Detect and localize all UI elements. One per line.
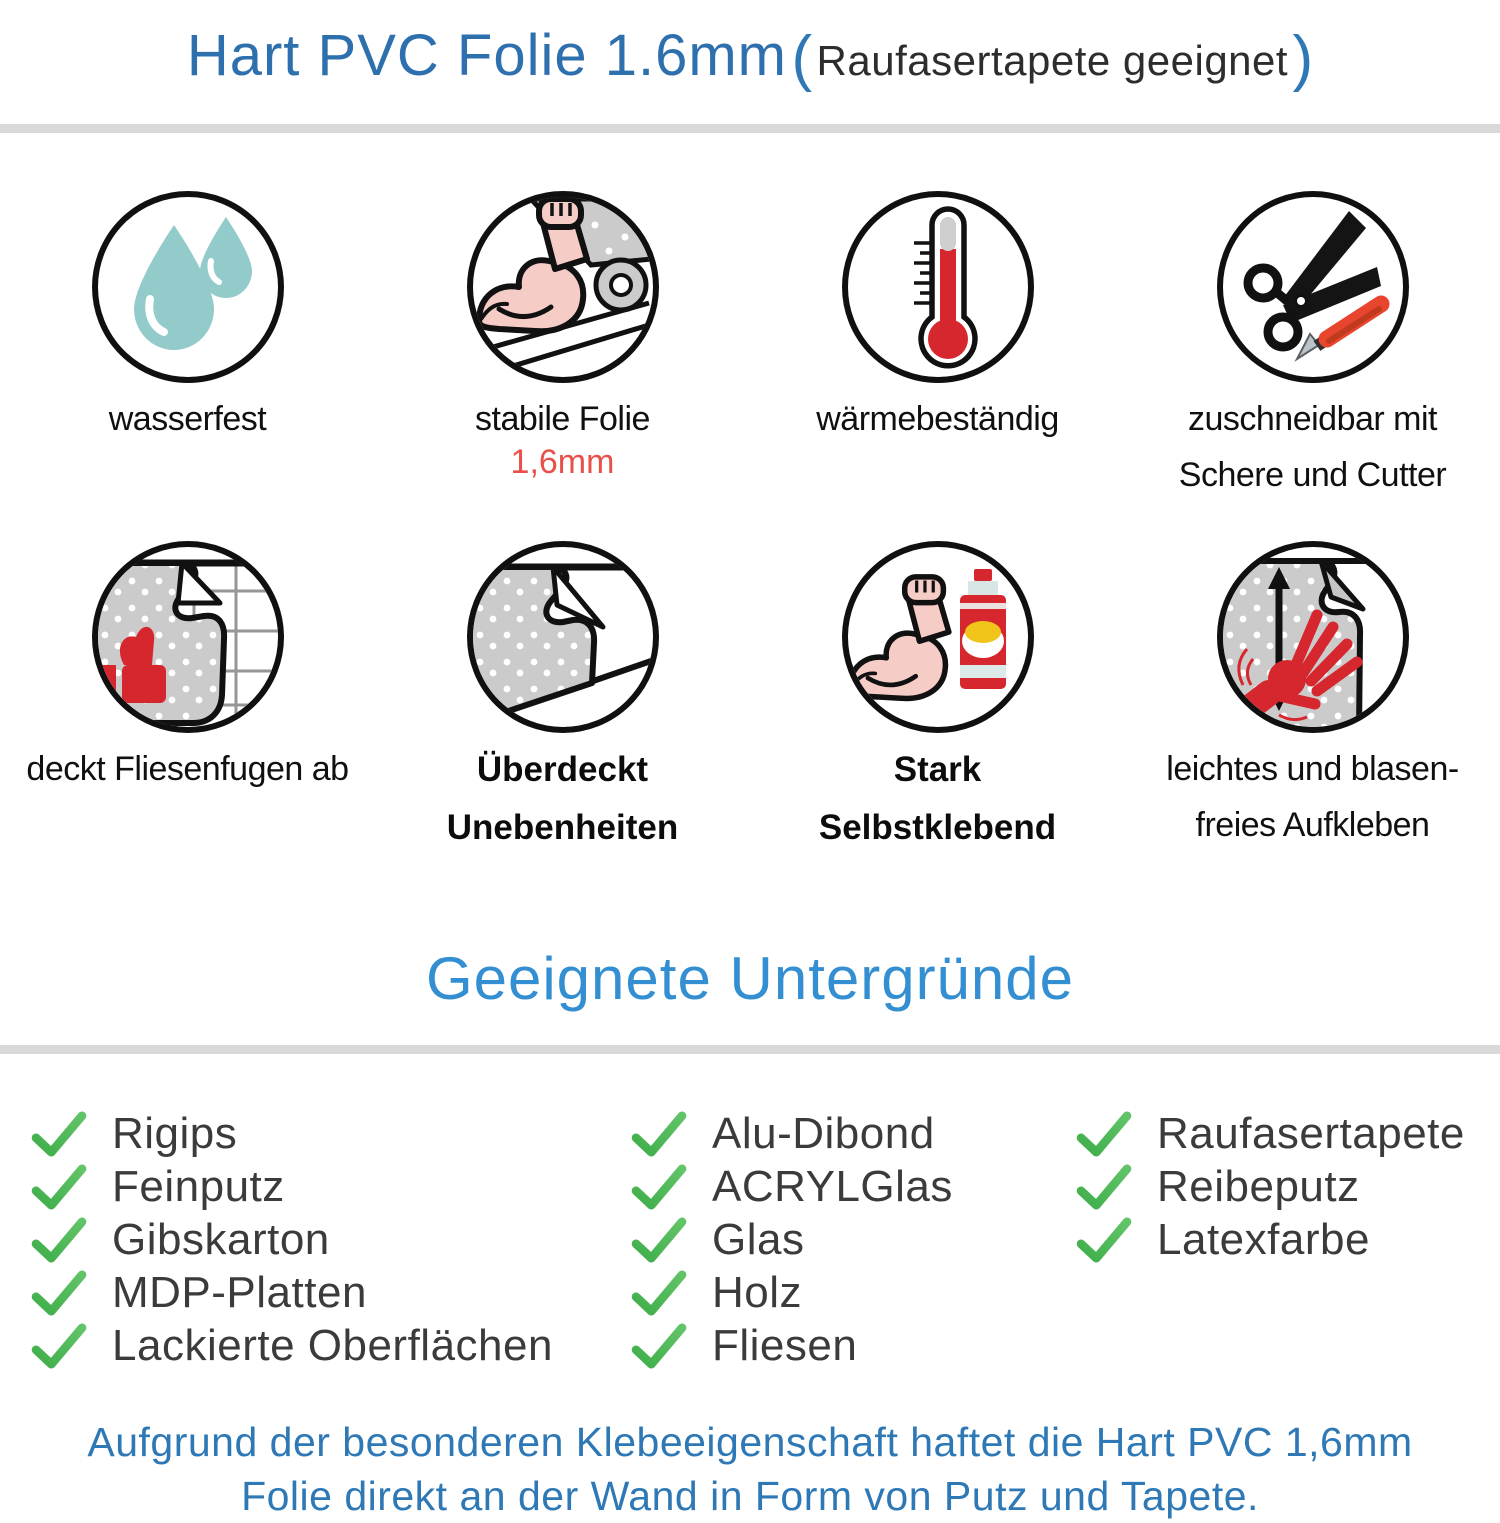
surface-label: MDP-Platten	[112, 1268, 367, 1318]
feature-thickness-label: 1,6mm	[510, 443, 615, 482]
surface-item	[1075, 1108, 1500, 1161]
feature-label-line2: Selbstklebend	[818, 807, 1057, 847]
divider-middle	[0, 1045, 1500, 1054]
paren-close: )	[1292, 24, 1314, 93]
surface-label: Lackierte Oberflächen	[112, 1321, 553, 1371]
feature-wasserfest	[0, 191, 375, 495]
footer-note-line1: Aufgrund der besonderen Klebeeigenschaft haftet die Hart PVC 1,6mm	[87, 1418, 1413, 1465]
surface-label: Raufasertapete	[1157, 1109, 1465, 1159]
feature-waermebestaendig	[750, 191, 1125, 495]
checkmark-icon	[30, 1111, 88, 1157]
surfaces-checklist	[0, 1108, 1500, 1373]
surfaces-column-1	[30, 1108, 630, 1373]
surface-item	[630, 1108, 1075, 1161]
feature-label-line2: Unebenheiten	[446, 807, 679, 847]
surface-label: Alu-Dibond	[712, 1109, 935, 1159]
feature-label: leichtes und blasen-	[1166, 750, 1459, 789]
surface-item	[30, 1267, 630, 1320]
checkmark-icon	[630, 1164, 688, 1210]
adhesive-strength-icon	[842, 541, 1034, 733]
footer-note-line2: Folie direkt an der Wand in Form von Putz und Tapete.	[241, 1472, 1259, 1519]
feature-aufkleben	[1125, 541, 1500, 848]
surfaces-column-2	[630, 1108, 1075, 1373]
feature-label: Überdeckt	[476, 750, 649, 790]
feature-fliesenfugen	[0, 541, 375, 848]
surface-item	[30, 1108, 630, 1161]
checkmark-icon	[30, 1164, 88, 1210]
surfaces-heading: Geeignete Untergründe	[425, 944, 1075, 1012]
checkmark-icon	[1075, 1164, 1133, 1210]
feature-label: deckt Fliesenfugen ab	[26, 750, 349, 789]
page-title-subtitle: Raufasertapete geeignet	[816, 37, 1289, 84]
checkmark-icon	[630, 1270, 688, 1316]
page-title	[0, 0, 1500, 94]
feature-label: zuschneidbar mit	[1187, 400, 1437, 438]
surface-item	[1075, 1214, 1500, 1267]
surface-item	[630, 1214, 1075, 1267]
tile-joints-icon	[92, 541, 284, 733]
surface-label: Rigips	[112, 1109, 238, 1159]
surface-label: Reibeputz	[1157, 1162, 1360, 1212]
surface-label: Holz	[712, 1268, 803, 1318]
surface-item	[30, 1320, 630, 1373]
page-title-main: Hart PVC Folie 1.6mm	[186, 23, 787, 88]
surface-label: Gibskarton	[112, 1215, 330, 1265]
feature-label: wärmebeständig	[816, 400, 1059, 438]
checkmark-icon	[30, 1270, 88, 1316]
checkmark-icon	[630, 1217, 688, 1263]
water-drops-icon	[92, 191, 284, 383]
divider-top	[0, 124, 1500, 133]
strong-foil-icon	[467, 191, 659, 383]
checkmark-icon	[1075, 1111, 1133, 1157]
feature-selbstklebend	[750, 541, 1125, 848]
checkmark-icon	[1075, 1217, 1133, 1263]
feature-label: Stark	[893, 750, 982, 790]
feature-zuschneidbar	[1125, 191, 1500, 495]
checkmark-icon	[630, 1323, 688, 1369]
scissors-cutter-icon	[1217, 191, 1409, 383]
surface-label: Glas	[712, 1215, 805, 1265]
feature-grid	[0, 191, 1500, 848]
feature-label-line2: Schere und Cutter	[1178, 456, 1447, 495]
surface-item	[630, 1161, 1075, 1214]
surface-label: Latexfarbe	[1157, 1215, 1370, 1265]
thermometer-icon	[842, 191, 1034, 383]
surface-item	[1075, 1161, 1500, 1214]
checkmark-icon	[30, 1217, 88, 1263]
surface-item	[630, 1320, 1075, 1373]
cover-unevenness-icon	[467, 541, 659, 733]
checkmark-icon	[30, 1323, 88, 1369]
paren-open: (	[791, 24, 813, 93]
surface-item	[30, 1214, 630, 1267]
surface-item	[30, 1161, 630, 1214]
surfaces-column-3	[1075, 1108, 1500, 1373]
surface-item	[630, 1267, 1075, 1320]
feature-label-line2: freies Aufkleben	[1195, 806, 1430, 845]
footer-note	[0, 1415, 1500, 1523]
surface-label: ACRYLGlas	[712, 1162, 953, 1212]
surface-label: Fliesen	[712, 1321, 858, 1371]
bubble-free-hand-icon	[1217, 541, 1409, 733]
checkmark-icon	[630, 1111, 688, 1157]
feature-stabile-folie	[375, 191, 750, 495]
surface-label: Feinputz	[112, 1162, 285, 1212]
feature-label: stabile Folie	[475, 400, 650, 438]
feature-label: wasserfest	[108, 400, 267, 438]
feature-unebenheiten	[375, 541, 750, 848]
